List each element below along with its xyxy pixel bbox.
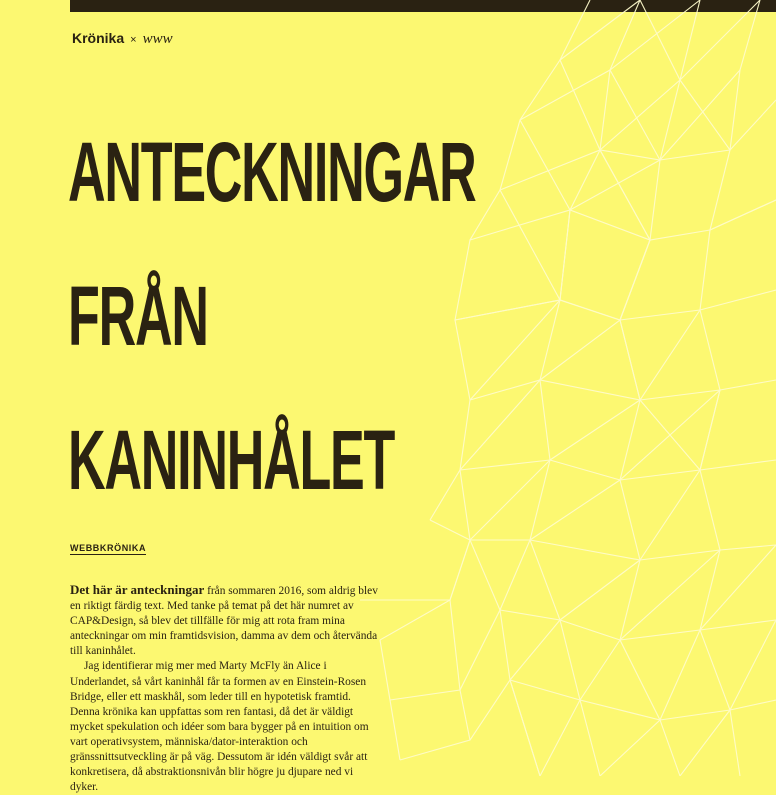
paragraph-1-text: från sommaren 2016, som aldrig blev en riktigt färdig text. Med tanke på temat på det här numret av CAP&Design, så blev det tillfälle för mig att rota fram mina anteckningar om min framtidsvision, damma av dem och återvända till kaninhålet. — [70, 585, 378, 658]
subsection-label: www — [142, 31, 173, 47]
section-kicker — [72, 30, 173, 48]
title-line-3: KANINHÅLET — [68, 413, 395, 507]
article-title — [68, 100, 476, 532]
separator: × — [130, 34, 137, 46]
title-line-2: FRÅN — [68, 269, 208, 363]
section-label: Krönika — [72, 30, 125, 46]
paragraph-2: Jag identifierar mig mer med Marty McFly än Alice i Underlandet, så vårt kaninhål får ta formen av en Einstein-Rosen Bridge, eller ett maskhål, som leder till en hypotetisk framtid. Denna krönika kan uppfattas som ren fantasi, då det är väldigt mycket spekulation och idéer som bara bygger på en intuition om vart operativsystem, människa/dator-interaktion och gränssnittsutveckling är på väg. Dessutom är idén väldigt svår att konkretisera, då abstraktionsnivån blir högre ju djupare ned vi dyker. — [70, 660, 369, 794]
article-body — [70, 582, 380, 795]
lead-in: Det här är anteckningar — [70, 582, 205, 597]
paragraph-1 — [70, 582, 380, 659]
category-tag: WEBBKRÖNIKA — [70, 543, 147, 553]
title-line-1: ANTECKNINGAR — [68, 125, 476, 219]
